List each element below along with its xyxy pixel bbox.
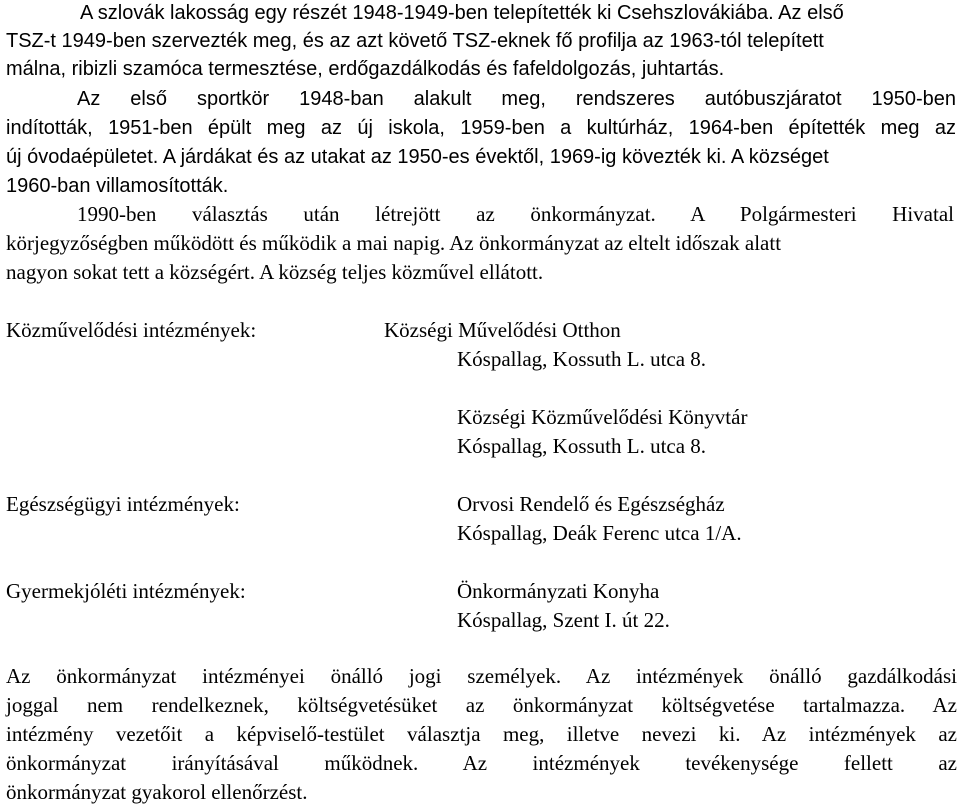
childcare-category-label: Gyermekjóléti intézmények: [6,579,246,603]
history-line-3: új óvodaépületet. A járdákat és az utakat az 1950-es évektől, 1969-ig kövezték ki. A községet [6,146,829,168]
health-entry-1-name: Orvosi Rendelő és Egészségház [457,492,725,516]
intro-line-2: TSZ-t 1949-ben szervezték meg, és az azt követő TSZ-eknek fő profilja az 1963-tól telepített [6,30,824,52]
health-category-label: Egészségügyi intézmények: [6,492,240,516]
cultural-entry-1-address: Kóspallag, Kossuth L. utca 8. [457,347,707,371]
closing-line-4: önkormányzat irányításával működnek. Az intézmények tevékenysége fellett az [6,751,957,775]
history-line-1: Az első sportkör 1948-ban alakult meg, rendszeres autóbuszjáratot 1950-ben [77,88,956,110]
cultural-entry-2-name: Községi Közművelődési Könyvtár [457,405,748,429]
history-line-4: 1960-ban villamosították. [6,175,229,197]
government-line-2: körjegyzőségben működött és működik a mai napig. Az önkormányzat az eltelt időszak alatt [6,231,782,255]
intro-line-1: A szlovák lakosság egy részét 1948-1949-ben telepítették ki Csehszlovákiába. Az első [80,2,844,24]
cultural-entry-1-name: Községi Művelődési Otthon [384,318,621,342]
government-line-3: nagyon sokat tett a községért. A község teljes közművel ellátott. [6,260,544,284]
closing-line-2: joggal nem rendelkeznek, költségvetésüket az önkormányzat költségvetése tartalmazza. Az [6,693,957,717]
history-line-2: indították, 1951-ben épült meg az új iskola, 1959-ben a kultúrház, 1964-ben építették meg az [6,117,956,139]
closing-line-1: Az önkormányzat intézményei önálló jogi személyek. Az intézmények önálló gazdálkodási [6,664,957,688]
closing-line-5: önkormányzat gyakorol ellenőrzést. [6,780,308,804]
cultural-category-label: Közművelődési intézmények: [6,318,257,342]
childcare-entry-1-address: Kóspallag, Szent I. út 22. [457,608,670,632]
health-entry-1-address: Kóspallag, Deák Ferenc utca 1/A. [457,521,742,545]
intro-line-3: málna, ribizli szamóca termesztése, erdőgazdálkodás és fafeldolgozás, juhtartás. [6,58,725,80]
childcare-entry-1-name: Önkormányzati Konyha [457,579,660,603]
closing-line-3: intézmény vezetőit a képviselő-testület választja meg, illetve nevezi ki. Az intézmények az [6,722,957,746]
cultural-entry-2-address: Kóspallag, Kossuth L. utca 8. [457,434,707,458]
government-line-1: 1990-ben választás után létrejött az önkormányzat. A Polgármesteri Hivatal [77,202,954,226]
